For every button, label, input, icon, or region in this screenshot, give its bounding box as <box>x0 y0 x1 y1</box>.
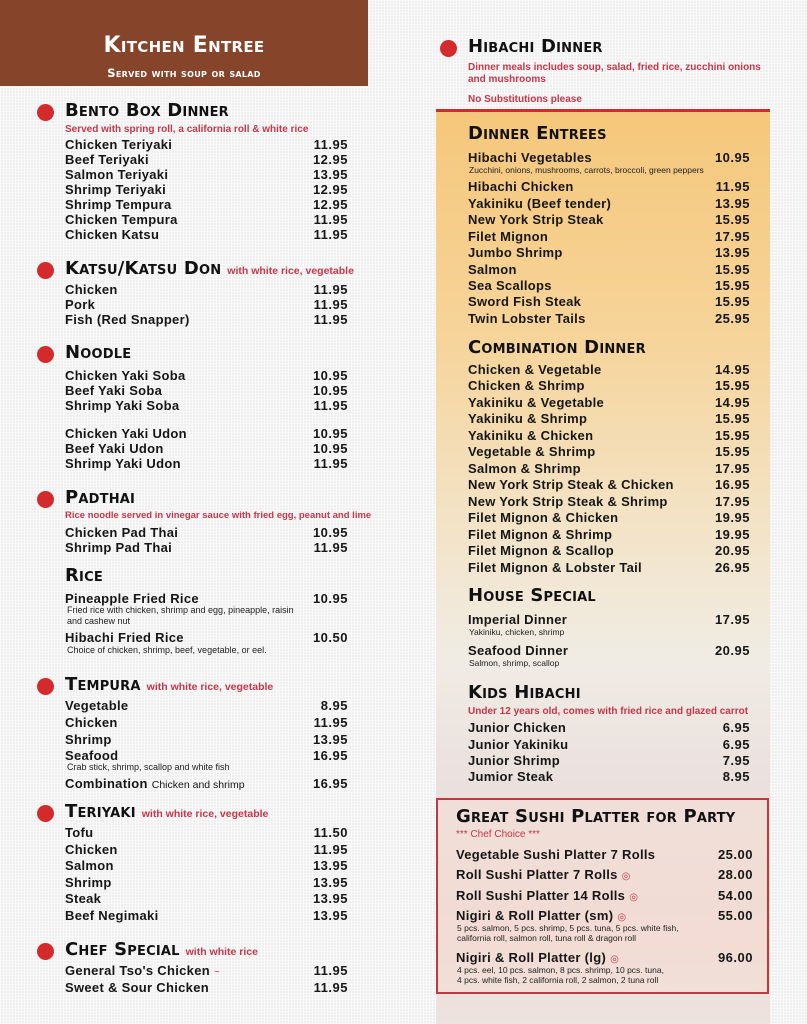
section-title-dinner-entrees: Dinner Entrees <box>468 123 607 144</box>
kitchen-entree-header <box>0 0 368 86</box>
menu-item: Chicken Pad Thai 10.95 <box>65 525 348 540</box>
item-description: Crab stick, shrimp, scallop and white fish <box>67 762 230 772</box>
section-desc-padthai: Rice noodle served in vinegar sauce with fried egg, peanut and lime <box>65 510 372 521</box>
section-title-sushi-platter: Great Sushi Platter for Party <box>456 806 736 827</box>
menu-item: Tofu 11.50 <box>65 825 348 840</box>
spicy-icon: ◎ <box>621 871 631 882</box>
menu-item: Twin Lobster Tails 25.95 <box>468 311 750 326</box>
spicy-icon: ~ <box>213 967 221 978</box>
section-title-combination-dinner: Combination Dinner <box>468 337 646 358</box>
section-bullet-icon <box>440 40 457 57</box>
sushi-chef-choice: *** Chef Choice *** <box>456 829 540 840</box>
menu-item: Junior Chicken 6.95 <box>468 720 750 735</box>
menu-item: Yakiniku & Shrimp 15.95 <box>468 411 750 426</box>
menu-item: Filet Mignon 17.95 <box>468 229 750 244</box>
menu-item: General Tso's Chicken ~ 11.95 <box>65 963 348 978</box>
menu-item: Chicken & Vegetable 14.95 <box>468 362 750 377</box>
menu-item: Shrimp Pad Thai 11.95 <box>65 540 348 555</box>
menu-item: Fish (Red Snapper) 11.95 <box>65 312 348 327</box>
menu-item: Shrimp Tempura 12.95 <box>65 197 348 212</box>
section-title-house-special: House Special <box>468 585 596 606</box>
menu-item: Junior Shrimp 7.95 <box>468 753 750 768</box>
menu-item: Yakiniku (Beef tender) 13.95 <box>468 196 750 211</box>
menu-item: Steak 13.95 <box>65 891 348 906</box>
spicy-icon: ◎ <box>617 912 627 923</box>
menu-item: Hibachi Chicken 11.95 <box>468 179 750 194</box>
menu-item: Shrimp 13.95 <box>65 875 348 890</box>
menu-item: Nigiri & Roll Platter (sm) ◎ 55.00 <box>456 908 753 923</box>
section-title-tempura: Tempura with white rice, vegetable <box>65 674 274 695</box>
section-bullet-icon <box>37 805 54 822</box>
menu-item: Sword Fish Steak 15.95 <box>468 294 750 309</box>
menu-item: Chicken & Shrimp 15.95 <box>468 378 750 393</box>
spicy-icon: ◎ <box>610 954 620 965</box>
item-description: Salmon, shrimp, scallop <box>469 658 560 668</box>
menu-item: Chicken Teriyaki 11.95 <box>65 137 348 152</box>
menu-item: Pork 11.95 <box>65 297 348 312</box>
item-description: and cashew nut <box>67 616 131 626</box>
header-subtitle: Served with soup or salad <box>107 66 261 80</box>
menu-item: Chicken Tempura 11.95 <box>65 212 348 227</box>
menu-item: Vegetable Sushi Platter 7 Rolls 25.00 <box>456 847 753 862</box>
hibachi-desc: Dinner meals includes soup, salad, fried rice, zucchini onions <box>468 62 761 73</box>
menu-item: Sea Scallops 15.95 <box>468 278 750 293</box>
menu-item: Chicken Katsu 11.95 <box>65 227 348 242</box>
menu-item: Hibachi Vegetables 10.95 <box>468 150 750 165</box>
spicy-icon: ◎ <box>629 892 639 903</box>
menu-item: Jumbo Shrimp 13.95 <box>468 245 750 260</box>
section-title-kids-hibachi: Kids Hibachi <box>468 682 581 703</box>
menu-item: Filet Mignon & Lobster Tail 26.95 <box>468 560 750 575</box>
section-title-bento: Bento Box Dinner <box>65 100 229 121</box>
section-title-hibachi: Hibachi Dinner <box>468 36 603 57</box>
menu-item: Filet Mignon & Scallop 20.95 <box>468 543 750 558</box>
hibachi-desc: and mushrooms <box>468 74 546 85</box>
item-description: Choice of chicken, shrimp, beef, vegetable, or eel. <box>67 645 267 655</box>
menu-item: Shrimp 13.95 <box>65 732 348 747</box>
menu-item: Combination Chicken and shrimp 16.95 <box>65 776 348 791</box>
section-bullet-icon <box>37 346 54 363</box>
section-desc-bento: Served with spring roll, a california roll & white rice <box>65 124 309 135</box>
item-description: 4 pcs. white fish, 2 california roll, 2 salmon, 2 tuna roll <box>457 975 659 985</box>
menu-item: Chicken 11.95 <box>65 842 348 857</box>
menu-item: Roll Sushi Platter 7 Rolls ◎ 28.00 <box>456 867 753 882</box>
menu-item: Salmon & Shrimp 17.95 <box>468 461 750 476</box>
menu-item: Roll Sushi Platter 14 Rolls ◎ 54.00 <box>456 888 753 903</box>
menu-item: Filet Mignon & Chicken 19.95 <box>468 510 750 525</box>
menu-item: Chicken Yaki Soba 10.95 <box>65 368 348 383</box>
menu-item: Salmon 15.95 <box>468 262 750 277</box>
section-bullet-icon <box>37 678 54 695</box>
section-title-chef-special: Chef Special with white rice <box>65 939 258 960</box>
menu-item: Filet Mignon & Shrimp 19.95 <box>468 527 750 542</box>
menu-item: Nigiri & Roll Platter (lg) ◎ 96.00 <box>456 950 753 965</box>
section-bullet-icon <box>37 943 54 960</box>
menu-item: Salmon 13.95 <box>65 858 348 873</box>
section-bullet-icon <box>37 491 54 508</box>
item-description: Fried rice with chicken, shrimp and egg, pineapple, raisin <box>67 605 294 615</box>
menu-item: Shrimp Teriyaki 12.95 <box>65 182 348 197</box>
menu-item: Yakiniku & Chicken 15.95 <box>468 428 750 443</box>
section-bullet-icon <box>37 104 54 121</box>
hibachi-no-substitutions: No Substitutions please <box>468 94 582 105</box>
menu-item: Vegetable 8.95 <box>65 698 348 713</box>
menu-item: Jumior Steak 8.95 <box>468 769 750 784</box>
section-title-rice: Rice <box>65 565 103 586</box>
header-title: Kitchen Entree <box>103 33 265 58</box>
menu-item: Seafood Dinner 20.95 <box>468 643 750 658</box>
item-description: Zucchini, onions, mushrooms, carrots, broccoli, green peppers <box>469 165 704 175</box>
menu-item: Chicken 11.95 <box>65 282 348 297</box>
menu-item: Shrimp Yaki Udon 11.95 <box>65 456 348 471</box>
item-description: 4 pcs. eel, 10 pcs. salmon, 8 pcs. shrimp, 10 pcs. tuna, <box>457 965 664 975</box>
section-title-katsu: Katsu/Katsu Don with white rice, vegetable <box>65 258 354 279</box>
menu-item: Beef Teriyaki 12.95 <box>65 152 348 167</box>
menu-item: New York Strip Steak & Chicken 16.95 <box>468 477 750 492</box>
section-title-padthai: Padthai <box>65 487 136 508</box>
menu-item: Seafood 16.95 <box>65 748 348 763</box>
section-title-teriyaki: Teriyaki with white rice, vegetable <box>65 801 269 822</box>
menu-item: Imperial Dinner 17.95 <box>468 612 750 627</box>
menu-item: Junior Yakiniku 6.95 <box>468 737 750 752</box>
menu-item: Beef Negimaki 13.95 <box>65 908 348 923</box>
item-description: california roll, salmon roll, tuna roll & dragon roll <box>457 933 637 943</box>
menu-item: Yakiniku & Vegetable 14.95 <box>468 395 750 410</box>
kids-desc: Under 12 years old, comes with fried rice and glazed carrot <box>468 706 749 717</box>
menu-item: Shrimp Yaki Soba 11.95 <box>65 398 348 413</box>
item-description: Yakiniku, chicken, shrimp <box>469 627 565 637</box>
section-title-noodle: Noodle <box>65 342 132 363</box>
menu-item: Chicken 11.95 <box>65 715 348 730</box>
menu-item: Beef Yaki Udon 10.95 <box>65 441 348 456</box>
menu-item: Pineapple Fried Rice 10.95 <box>65 591 348 606</box>
section-bullet-icon <box>37 262 54 279</box>
menu-item: Sweet & Sour Chicken 11.95 <box>65 980 348 995</box>
menu-item: Vegetable & Shrimp 15.95 <box>468 444 750 459</box>
menu-item: Chicken Yaki Udon 10.95 <box>65 426 348 441</box>
item-description: 5 pcs. salmon, 5 pcs. shrimp, 5 pcs. tuna, 5 pcs. white fish, <box>457 923 679 933</box>
menu-item: Salmon Teriyaki 13.95 <box>65 167 348 182</box>
menu-item: Hibachi Fried Rice 10.50 <box>65 630 348 645</box>
menu-item: New York Strip Steak & Shrimp 17.95 <box>468 494 750 509</box>
menu-item: New York Strip Steak 15.95 <box>468 212 750 227</box>
menu-item: Beef Yaki Soba 10.95 <box>65 383 348 398</box>
